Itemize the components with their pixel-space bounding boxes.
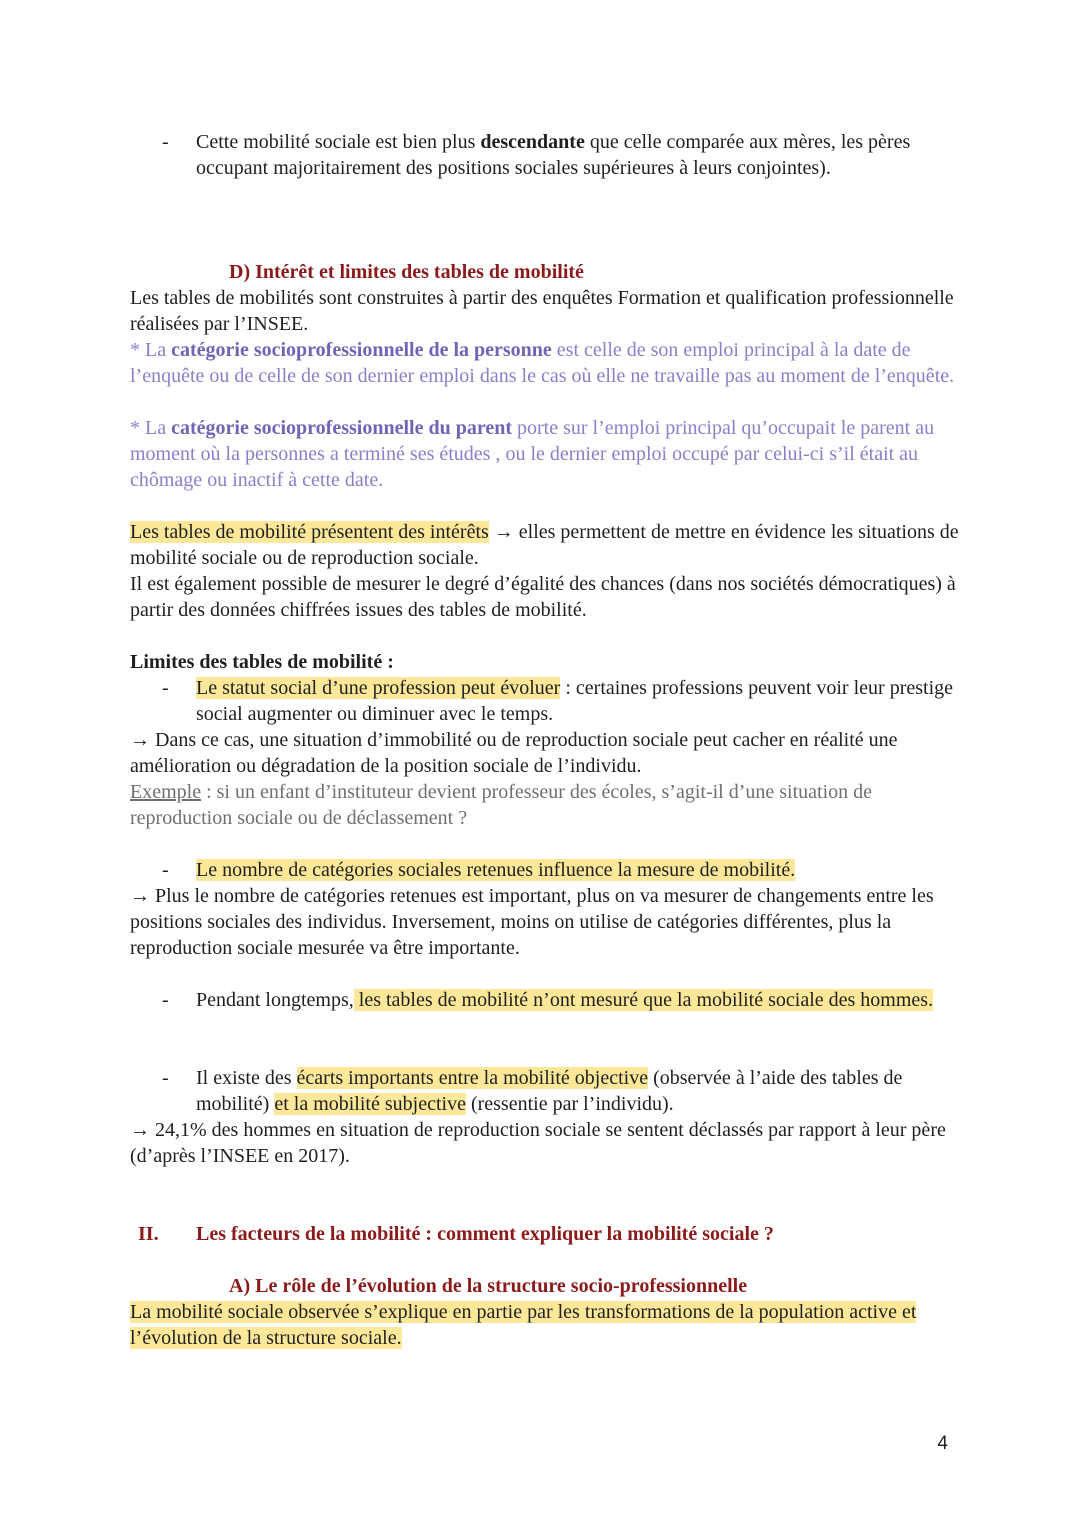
example-label: Exemple — [130, 781, 202, 803]
limit-status-bullet — [130, 675, 960, 727]
definition-parent — [130, 415, 960, 493]
def2-star: * La — [130, 417, 172, 439]
bullet-bold: descendante — [480, 131, 585, 153]
limit-objective-subjective-bullet — [130, 1065, 960, 1117]
definition-person — [130, 337, 960, 389]
limit1-arrow: → Dans ce cas, une situation d’immobilité ou de reproduction sociale peut cacher en réalité une amélioration ou dégradation de la position sociale de l’individu. — [130, 729, 898, 777]
bullet-dash: - — [162, 1067, 169, 1089]
limit4-highlight-objective: écarts importants entre la mobilité objective — [296, 1067, 649, 1089]
bullet-text-a: Cette mobilité sociale est bien plus — [196, 131, 481, 153]
limit4-arrow: → 24,1% des hommes en situation de reproduction sociale se sentent déclassés par rapport à leur père (d’après l’INSEE en 2017). — [130, 1119, 946, 1167]
section-d-intro: Les tables de mobilités sont construites à partir des enquêtes Formation et qualification professionnelle réalisées par l’INSEE. — [130, 287, 954, 335]
page-number: 4 — [937, 1433, 948, 1454]
limit-men-only-bullet — [130, 987, 960, 1013]
limit4-a: Il existe des — [196, 1067, 297, 1089]
limit4-c: (ressentie par l’individu). — [465, 1093, 674, 1115]
def1-star: * La — [130, 339, 172, 361]
def2-bold: catégorie socioprofessionnelle du parent — [171, 417, 512, 439]
limits-title: Limites des tables de mobilité : — [130, 651, 394, 673]
def1-bold: catégorie socioprofessionnelle de la personne — [171, 339, 552, 361]
interest-rest: → elles permettent de mettre en évidence les situations de mobilité sociale ou de reproduction sociale. — [130, 521, 959, 569]
limit2-highlight: Le nombre de catégories sociales retenues influence la mesure de mobilité. — [196, 859, 796, 881]
section-d-heading: D) Intérêt et limites des tables de mobilité — [229, 261, 584, 283]
example-rest: : si un enfant d’instituteur devient professeur des écoles, s’agit-il d’une situation de reproduction sociale ou de déclassement ? — [130, 781, 873, 829]
limit4-highlight-subjective: et la mobilité subjective — [274, 1093, 466, 1115]
section-ii-a-heading: A) Le rôle de l’évolution de la structure socio-professionnelle — [229, 1275, 748, 1297]
example-paragraph — [130, 779, 960, 831]
section-ii-numeral: II. — [138, 1223, 159, 1245]
bullet-text-b: que celle comparée aux mères, les pères occupant majoritairement des positions sociales supérieures à leurs conjointes). — [196, 131, 911, 179]
limit3-text: Pendant longtemps, — [196, 989, 354, 1011]
bullet-dash: - — [162, 131, 169, 153]
limit4-b: (observée à l’aide des tables de mobilité) — [196, 1067, 903, 1115]
def1-rest: est celle de son emploi principal à la date de l’enquête ou de celle de son dernier emploi dans le cas où elle ne travaille pas au moment de l’enquête. — [130, 339, 955, 387]
bullet-dash: - — [162, 859, 169, 881]
limit1-rest: : certaines professions peuvent voir leur prestige social augmenter ou diminuer avec le temps. — [196, 677, 953, 725]
section-ii-a-text — [130, 1299, 930, 1351]
bullet-descendante — [130, 129, 960, 181]
equality-paragraph: Il est également possible de mesurer le degré d’égalité des chances (dans nos sociétés démocratiques) à partir des données chiffrées issues des tables de mobilité. — [130, 573, 956, 621]
def2-rest: porte sur l’emploi principal qu’occupait le parent au moment où la personnes a terminé ses études , ou le dernier emploi occupé par celui-ci s’il était au chômage ou inactif à cette date. — [130, 417, 935, 491]
bullet-dash: - — [162, 677, 169, 699]
limit1-highlight: Le statut social d’une profession peut évoluer — [196, 677, 561, 699]
bullet-dash: - — [162, 989, 169, 1011]
interest-paragraph — [130, 519, 960, 571]
limit-categories-bullet — [130, 857, 960, 883]
interest-highlight: Les tables de mobilité présentent des intérêts — [130, 521, 489, 543]
section-ii-title: Les facteurs de la mobilité : comment expliquer la mobilité sociale ? — [196, 1223, 774, 1245]
limit3-highlight: les tables de mobilité n’ont mesuré que la mobilité sociale des hommes. — [353, 989, 934, 1011]
limit2-arrow: → Plus le nombre de catégories retenues est important, plus on va mesurer de changements entre les positions sociales des individus. Inversement, moins on utilise de catégories différentes, plus la reproduction sociale mesurée va être importante. — [130, 885, 934, 959]
section-ii-a-highlight: La mobilité sociale observée s’explique en partie par les transformations de la population active et l’évolution de la structure sociale. — [130, 1301, 917, 1349]
